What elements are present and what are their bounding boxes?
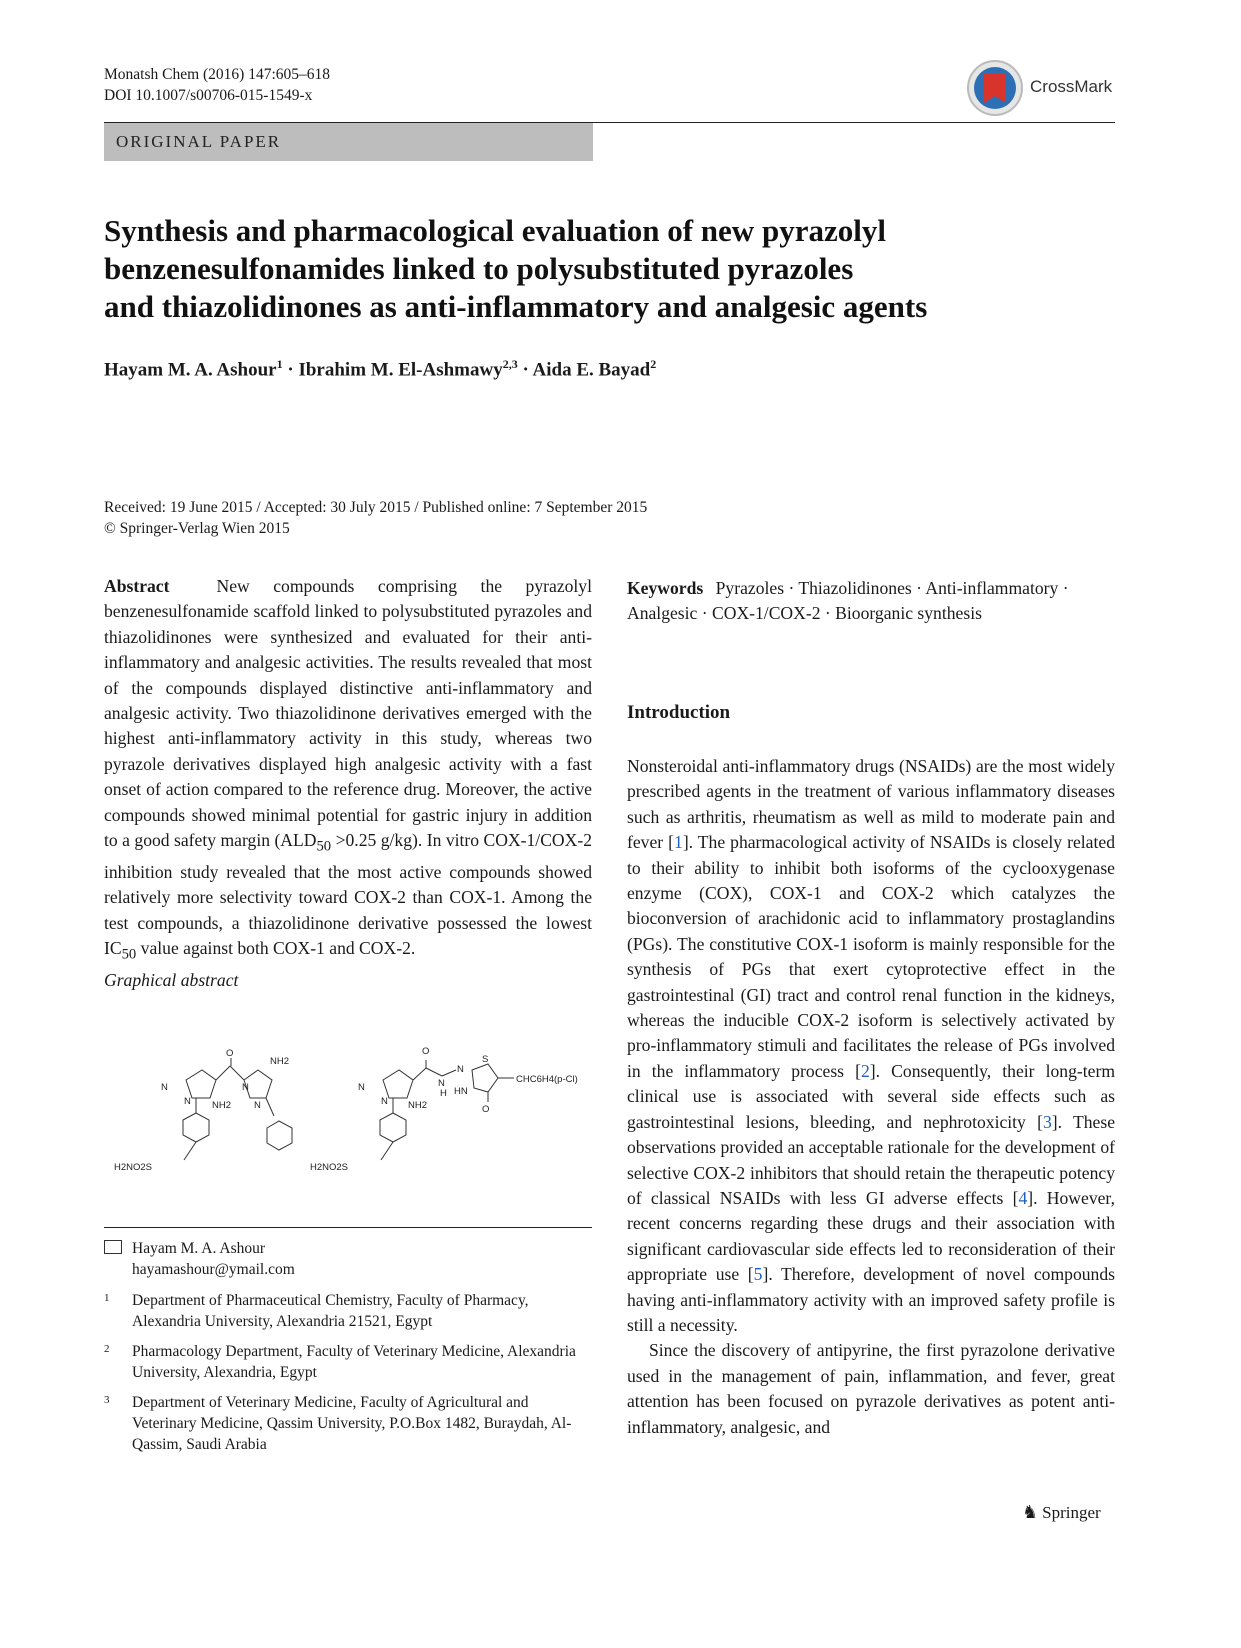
introduction-body	[627, 754, 1115, 1440]
author-affiliation-marker: 2,3	[502, 357, 518, 371]
author-name[interactable]: Ibrahim M. El-Ashmawy	[298, 359, 503, 381]
copyright-line: © Springer-Verlag Wien 2015	[104, 520, 290, 537]
graphical-abstract-structures	[104, 1046, 592, 1208]
citation-link[interactable]: 1	[674, 832, 683, 853]
title-line: and thiazolidinones as anti-inflammatory and analgesic agents	[104, 289, 928, 324]
envelope-icon	[104, 1240, 122, 1254]
abstract-text: >0.25 g/kg). In vitro COX-1/COX-2 inhibition study revealed that the most active compounds showed relatively more selectivity toward COX-2 than COX-1. Among the test compounds, a thiazolidinone derivative possessed the lowest IC	[104, 830, 592, 959]
citation-link[interactable]: 3	[1042, 1111, 1052, 1132]
paper-type-banner	[104, 123, 593, 161]
paragraph: Since the discovery of antipyrine, the first pyrazolone derivative used in the management of pain, inflammation, and fever, great attention has been focused on pyrazole derivatives as potent anti-inflammatory, analgesic, and	[627, 1340, 1115, 1437]
keywords-label: Keywords	[627, 578, 704, 598]
history-line: Received: 19 June 2015 / Accepted: 30 July 2015 / Published online: 7 September 2015	[104, 499, 648, 516]
atom-label: N	[242, 1082, 249, 1093]
affiliation	[104, 1392, 592, 1455]
author-separator: ·	[517, 359, 533, 381]
publisher-name: Springer	[1042, 1503, 1101, 1522]
atom-label: N	[358, 1082, 365, 1093]
atom-label: O	[226, 1048, 234, 1059]
citation-link[interactable]: 2	[861, 1060, 870, 1081]
affiliation-text: Department of Veterinary Medicine, Faculty of Agricultural and Veterinary Medicine, Qassim University, P.O.Box 1482, Buraydah, Al-Qassim, Saudi Arabia	[132, 1394, 572, 1453]
abstract-text: value against both COX-1 and COX-2.	[136, 938, 416, 959]
atom-label: H2NO2S	[114, 1162, 153, 1173]
doi-line[interactable]: DOI 10.1007/s00706-015-1549-x	[104, 87, 313, 104]
keywords-section	[627, 576, 1115, 627]
graphical-abstract-label: Graphical abstract	[104, 970, 239, 991]
author-affiliation-marker: 2	[650, 357, 657, 371]
text-run: ]. However, recent concerns regarding these drugs and their association with significant cardiovascular side effects led to reconsideration of their appropriate use [	[627, 1187, 1115, 1285]
atom-label: O	[482, 1104, 490, 1115]
footnote-rule	[104, 1227, 592, 1228]
text-run: ]. Consequently, their long-term clinical use is associated with several side effects such as gastrointestinal lesions, bleeding, and nephrotoxicity [	[627, 1060, 1116, 1132]
atom-label: HN	[454, 1086, 468, 1097]
atom-label: H2NO2S	[310, 1162, 349, 1173]
atom-label: N	[381, 1096, 388, 1107]
journal-line: Monatsh Chem (2016) 147:605–618	[104, 66, 331, 83]
subscript: 50	[316, 838, 332, 855]
author-separator: ·	[282, 359, 299, 381]
affiliation-text: Department of Pharmaceutical Chemistry, Faculty of Pharmacy, Alexandria University, Alexandria 21521, Egypt	[132, 1292, 529, 1330]
atom-label: O	[422, 1046, 430, 1057]
atom-label: N	[457, 1064, 464, 1075]
abstract-label: Abstract	[104, 576, 170, 596]
affiliation-number: 2	[104, 1343, 110, 1355]
author-list	[104, 357, 656, 381]
journal-citation	[104, 64, 330, 106]
title-line: Synthesis and pharmacological evaluation of new pyrazolyl	[104, 213, 886, 248]
title-line: benzenesulfonamides linked to polysubstituted pyrazoles	[104, 251, 854, 286]
citation-link[interactable]: 4	[1018, 1187, 1028, 1208]
atom-label: N	[438, 1078, 445, 1089]
paper-type-label: ORIGINAL PAPER	[116, 132, 282, 151]
author-name[interactable]: Aida E. Bayad	[532, 359, 651, 381]
paragraph	[627, 754, 1115, 1338]
subscript: 50	[121, 946, 137, 963]
affiliation	[104, 1290, 592, 1332]
text-run: ]. The pharmacological activity of NSAIDs is closely related to their ability to inhibit both isoforms of the cyclooxygenase enzyme (COX), COX-1 and COX-2 which catalyzes the bioconversion of arachidonic acid to inflammatory prostaglandins (PGs). The constitutive COX-1 isoform is mainly responsible for the synthesis of PGs that exert cytoprotective effect in the gastrointestinal (GI) tract and control renal function in the kidneys, whereas the inducible COX-2 isoform is selectively activated by pro-inflammatory stimuli and facilitates the release of PGs involved in the inflammatory process [	[627, 832, 1115, 1081]
corresponding-author	[104, 1238, 295, 1280]
atom-label: NH2	[212, 1100, 232, 1111]
atom-label: CHC6H4(p-Cl)	[516, 1074, 578, 1085]
keywords-text: Pyrazoles · Thiazolidinones · Anti-inflammatory · Analgesic · COX-1/COX-2 · Bioorganic synthesis	[627, 578, 1069, 624]
text-run: ]. Therefore, development of novel compounds having anti-inflammatory activity with an improved safety profile is still a necessity.	[627, 1264, 1115, 1335]
contact-email[interactable]: hayamashour@ymail.com	[132, 1261, 295, 1278]
affiliation-text: Pharmacology Department, Faculty of Veterinary Medicine, Alexandria University, Alexandria, Egypt	[132, 1343, 576, 1381]
atom-label: NH2	[408, 1100, 428, 1111]
citation-link[interactable]: 5	[753, 1264, 763, 1285]
crossmark-label: CrossMark	[1030, 77, 1113, 96]
contact-name: Hayam M. A. Ashour	[132, 1240, 266, 1257]
atom-label: H	[440, 1088, 447, 1099]
author-affiliation-marker: 1	[276, 357, 283, 371]
crossmark-icon	[966, 59, 1024, 117]
springer-horse-icon: ♞	[1022, 1502, 1039, 1522]
crossmark-badge[interactable]	[966, 59, 1116, 119]
author-name[interactable]: Hayam M. A. Ashour	[104, 359, 277, 381]
text-run: ]. These observations provided an acceptable rationale for the development of selective COX-2 inhibitors that should retain the therapeutic potency of classical NSAIDs with less GI adverse effects [	[627, 1111, 1115, 1208]
affiliation	[104, 1341, 592, 1383]
atom-label: N	[254, 1100, 261, 1111]
atom-label: NH2	[270, 1056, 290, 1067]
abstract-text: New compounds comprising the pyrazolyl benzenesulfonamide scaffold linked to polysubstituted pyrazoles and thiazolidinones were synthesized and evaluated for their anti-inflammatory and analgesic activities. The results revealed that most of the compounds displayed distinctive anti-inflammatory and analgesic activity. Two thiazolidinone derivatives emerged with the highest anti-inflammatory activity in this study, whereas two pyrazole derivatives displayed high analgesic activity with a fast onset of action compared to the reference drug. Moreover, the active compounds showed minimal potential for gastric injury in addition to a good safety margin (ALD	[104, 576, 592, 851]
abstract-section	[104, 574, 592, 994]
introduction-heading: Introduction	[627, 702, 731, 723]
affiliation-number: 3	[104, 1394, 110, 1406]
publication-dates	[104, 497, 647, 539]
atom-label: N	[161, 1082, 168, 1093]
publisher-logo	[1022, 1502, 1101, 1523]
affiliation-number: 1	[104, 1292, 110, 1304]
atom-label: N	[184, 1096, 191, 1107]
text-run: Nonsteroidal anti-inflammatory drugs (NSAIDs) are the most widely prescribed agents in the treatment of various inflammatory diseases such as arthritis, rheumatism as well as mild to moderate pain and fever [	[627, 756, 1115, 853]
atom-label: S	[482, 1054, 489, 1065]
article-title	[104, 212, 1114, 326]
